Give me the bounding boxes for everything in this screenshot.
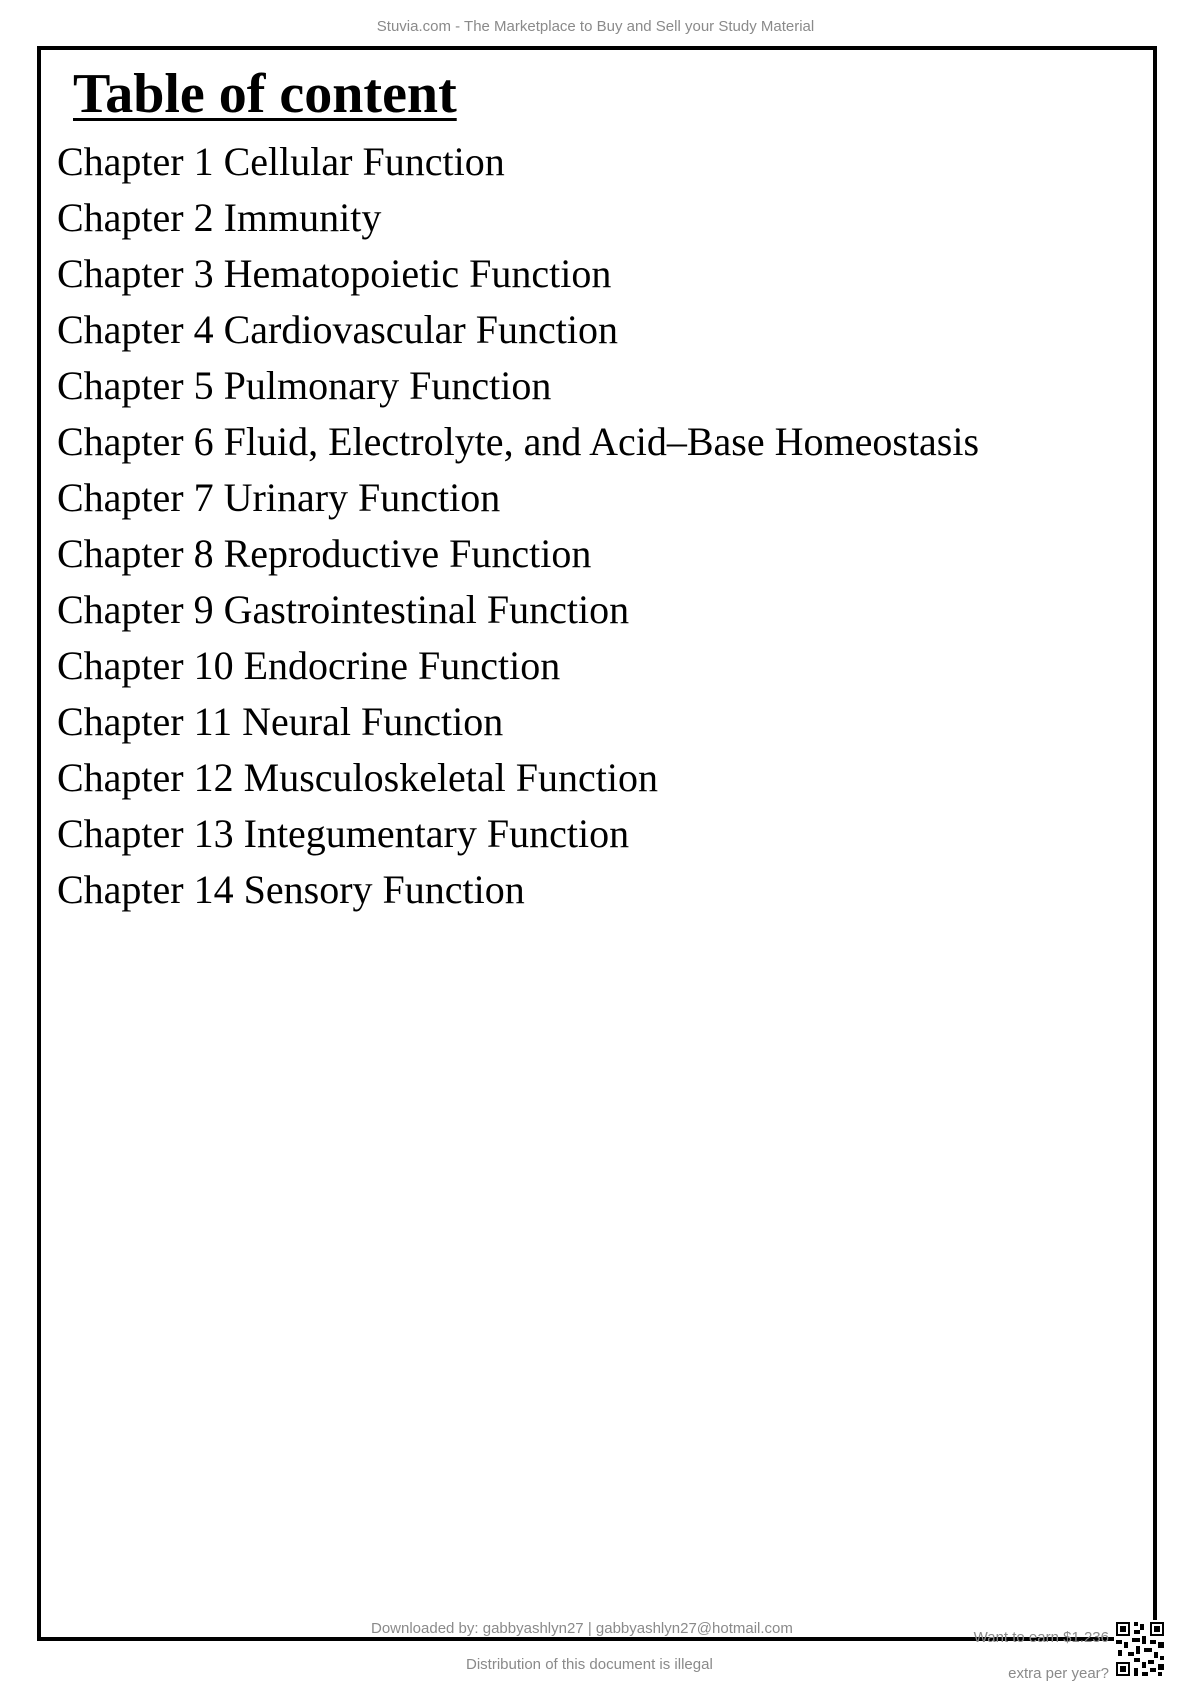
chapter-list (57, 134, 979, 918)
chapter-item: Chapter 8 Reproductive Function (57, 531, 592, 576)
chapter-item: Chapter 9 Gastrointestinal Function (57, 587, 630, 632)
chapter-item: Chapter 12 Musculoskeletal Function (57, 755, 659, 800)
chapter-item: Chapter 1 Cellular Function (57, 139, 505, 184)
chapter-item: Chapter 10 Endocrine Function (57, 643, 561, 688)
chapter-item: Chapter 2 Immunity (57, 195, 382, 240)
earn-promo[interactable] (974, 1620, 1109, 1692)
chapter-item: Chapter 4 Cardiovascular Function (57, 307, 618, 352)
chapter-item: Chapter 5 Pulmonary Function (57, 363, 552, 408)
chapter-item: Chapter 14 Sensory Function (57, 867, 525, 912)
chapter-item: Chapter 3 Hematopoietic Function (57, 251, 612, 296)
downloaded-by-text: Downloaded by: gabbyashlyn27 | gabbyashlyn27@hotmail.com (371, 1620, 793, 1637)
qr-code-icon[interactable] (1114, 1620, 1166, 1678)
distribution-notice: Distribution of this document is illegal (466, 1656, 713, 1673)
chapter-item: Chapter 11 Neural Function (57, 699, 504, 744)
earn-promo-line2: extra per year? (1008, 1665, 1109, 1682)
chapter-item: Chapter 6 Fluid, Electrolyte, and Acid–Base Homeostasis (57, 419, 980, 464)
page-title: Table of content (73, 63, 457, 125)
chapter-item: Chapter 7 Urinary Function (57, 475, 501, 520)
top-banner: Stuvia.com - The Marketplace to Buy and Sell your Study Material (376, 18, 815, 35)
earn-promo-line1: Want to earn $1.236 (973, 1629, 1109, 1646)
chapter-item: Chapter 13 Integumentary Function (57, 811, 630, 856)
